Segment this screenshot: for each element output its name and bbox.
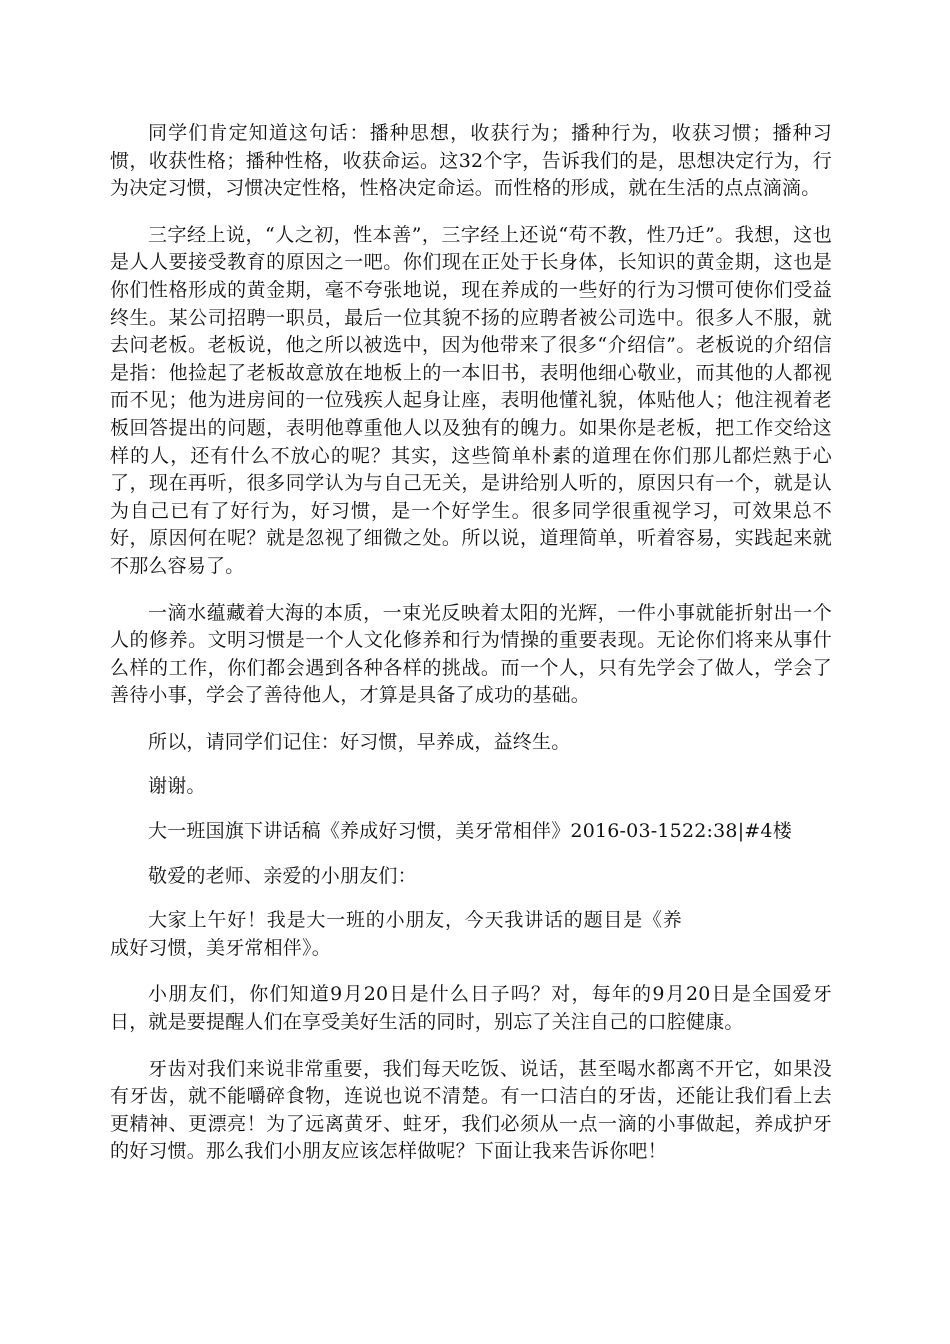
paragraph-greeting: 大家上午好！我是大一班的小朋友，今天我讲话的题目是《养成好习惯，美牙常相伴》。: [110, 909, 682, 959]
paragraph-drop-of-water: 一滴水蕴藏着大海的本质，一束光反映着太阳的光辉，一件小事就能折射出一个人的修养。文明习惯是一个人文化修养和行为情操的重要表现。无论你们将来从事什么样的工作，你们都会遇到各种各样的挑战。而一个人，只有先学会了做人，学会了善待小事，学会了善待他人，才算是具备了成功的基础。: [110, 601, 832, 707]
paragraph-three-character-classic: 三字经上说，“人之初，性本善”，三字经上还说“苟不教，性乃迁”。我想，这也是人人要接受教育的原因之一吧。你们现在正处于长身体，长知识的黄金期，这也是你们性格形成的黄金期，毫不夸张地说，现在养成的一些好的行为习惯可使你们受益终生。某公司招聘一职员，最后一位其貌不扬的应聘者被公司选中。很多人不服，就去问老板。老板说，他之所以被选中，因为他带来了很多“介绍信”。老板说的介绍信是指：他捡起了老板故意放在地板上的一本旧书，表明他细心敬业，而其他的人都视而不见；他为进房间的一位残疾人起身让座，表明他懂礼貌，体贴他人；他注视着老板回答提出的问题，表明他尊重他人以及独有的魄力。如果你是老板，把工作交给这样的人，还有什么不放心的呢？其实，这些简单朴素的道理在你们那儿都烂熟于心了，现在再听，很多同学认为与自己无关，是讲给别人听的，原因只有一个，就是认为自己已有了好行为，好习惯，是一个好学生。很多同学很重视学习，可效果总不好，原因何在呢？就是忽视了细微之处。所以说，道理简单，听着容易，实践起来就不那么容易了。: [110, 223, 832, 577]
paragraph-remember: 所以，请同学们记住：好习惯，早养成，益终生。: [148, 730, 571, 753]
paragraph-thanks: 谢谢。: [148, 775, 206, 798]
salutation: 敬爱的老师、亲爱的小朋友们：: [148, 864, 417, 887]
post-heading: 大一班国旗下讲话稿《养成好习惯，美牙常相伴》2016-03-1522:38|#4楼: [148, 820, 792, 843]
paragraph-teeth-day: 小朋友们，你们知道9月20日是什么日子吗？对，每年的9月20日是全国爱牙日，就是要提醒人们在享受美好生活的同时，别忘了关注自己的口腔健康。: [110, 983, 832, 1034]
paragraph-habits-quote: 同学们肯定知道这句话：播种思想，收获行为；播种行为，收获习惯；播种习惯，收获性格；播种性格，收获命运。这32个字，告诉我们的是，思想决定行为，行为决定习惯，习惯决定性格，性格决定命运。而性格的形成，就在生活的点点滴滴。: [110, 122, 832, 200]
paragraph-teeth-importance: 牙齿对我们来说非常重要，我们每天吃饭、说话，甚至喝水都离不开它，如果没有牙齿，就不能嚼碎食物，连说也说不清楚。有一口洁白的牙齿，还能让我们看上去更精神、更漂亮！为了远离黄牙、蛀牙，我们必须从一点一滴的小事做起，养成护牙的好习惯。那么我们小朋友应该怎样做呢？下面让我来告诉你吧！: [110, 1057, 832, 1163]
